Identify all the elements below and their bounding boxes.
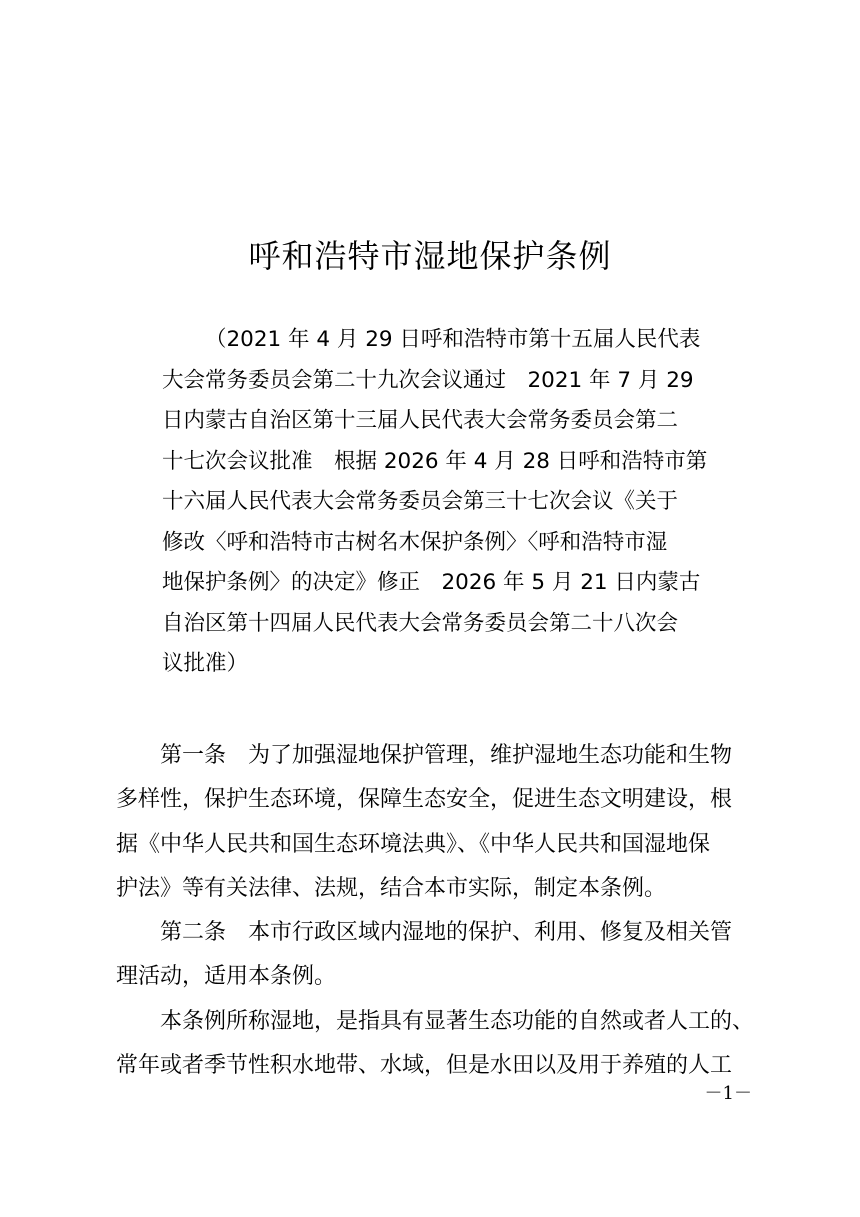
page-number: －1－ (704, 1083, 752, 1104)
preamble-line: 自治区第十四届人民代表大会常务委员会第二十八次会 (162, 610, 679, 636)
document-body (116, 734, 776, 1088)
preamble-line: 修改〈呼和浩特市古树名木保护条例〉〈呼和浩特市湿 (162, 529, 668, 555)
article-2-line: 第二条 本市行政区域内湿地的保护、利用、修复及相关管 (160, 920, 733, 946)
preamble-line: 大会常务委员会第二十九次会议通过 2021 年 7 月 29 (162, 367, 694, 393)
article-1-line: 多样性，保护生态环境，保障生态安全，促进生态文明建设，根 (116, 787, 733, 813)
article-1-line: 据《中华人民共和国生态环境法典》、《中华人民共和国湿地保 (116, 831, 711, 857)
article-1-line: 第一条 为了加强湿地保护管理，维护湿地生态功能和生物 (160, 743, 733, 768)
article-2-line: 理活动，适用本条例。 (116, 964, 337, 990)
preamble-line: 日内蒙古自治区第十三届人民代表大会常务委员会第二 (162, 408, 679, 433)
preamble-line: 十七次会议批准 根据 2026 年 4 月 28 日呼和浩特市第 (162, 448, 708, 474)
article-1-line: 护法》等有关法律、法规，结合本市实际，制定本条例。 (116, 875, 667, 901)
document-title: 呼和浩特市湿地保护条例 (248, 237, 612, 275)
preamble-note (162, 320, 722, 685)
preamble-line: 议批准） (162, 651, 249, 676)
preamble-line: 十六届人民代表大会常务委员会第三十七次会议《关于 (162, 489, 679, 514)
article-2-paragraph-line: 本条例所称湿地，是指具有显著生态功能的自然或者人工的、 (160, 1008, 755, 1034)
preamble-line: （2021 年 4 月 29 日呼和浩特市第十五届人民代表 (205, 327, 701, 352)
article-2-paragraph-line: 常年或者季节性积水地带、水域，但是水田以及用于养殖的人工 (116, 1053, 733, 1079)
preamble-line: 地保护条例〉的决定》修正 2026 年 5 月 21 日内蒙古 (162, 570, 701, 595)
